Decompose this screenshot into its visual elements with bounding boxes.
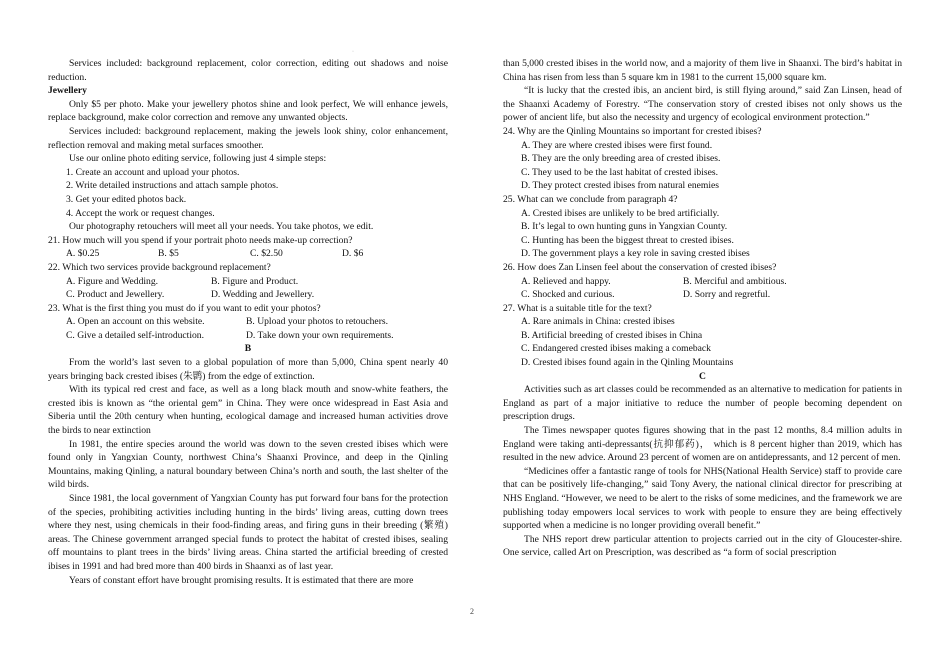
paragraph: Services included: background replacement, making the jewels look shiny, color enhancement, reflection removal and making metal surfaces smoother. bbox=[48, 125, 448, 151]
option: D. Take down your own requirements. bbox=[246, 329, 394, 341]
paragraph: In 1981, the entire species around the world was down to the seven crested ibises which were found only in Yangxian County, northwest China’s Shaanxi Province, and deep in the Qinling Mountains, making Qinling, a natural boundary between China’s north and south, the last shelter of the wild birds. bbox=[48, 438, 448, 491]
option: C. Product and Jewellery. bbox=[66, 289, 165, 301]
option: B. Upload your photos to retouchers. bbox=[246, 316, 389, 328]
question-21-options bbox=[48, 247, 448, 261]
question-23: 23. What is the first thing you must do if you want to edit your photos? bbox=[48, 302, 321, 314]
option: C. Endangered crested ibises making a comeback bbox=[521, 343, 711, 355]
step-item: 4. Accept the work or request changes. bbox=[66, 207, 215, 219]
paragraph: Activities such as art classes could be recommended as an alternative to medication for patients in England as part of a major initiative to reduce the number of people becoming dependent on prescription drugs. bbox=[503, 384, 902, 423]
option: C. $2.50 bbox=[250, 248, 283, 260]
paragraph: Years of constant effort have brought promising results. It is estimated that there are more bbox=[69, 574, 414, 586]
question-22-options bbox=[48, 288, 448, 302]
option: A. Crested ibises are unlikely to be bred artificially. bbox=[521, 207, 720, 219]
paragraph: With its typical red crest and face, as well as a long black mouth and snow-white feathers, the crested ibis is known as “the oriental gem” in China. They were once widespread in East Asia and Siberia until the 20th century when hunting, ecological damage and increased human activities drove the birds to near extinction bbox=[48, 384, 448, 437]
question-24: 24. Why are the Qinling Mountains so important for crested ibises? bbox=[503, 125, 762, 137]
option: B. They are the only breeding area of crested ibises. bbox=[521, 153, 721, 165]
question-26: 26. How does Zan Linsen feel about the conservation of crested ibises? bbox=[503, 261, 777, 273]
option: A. Relieved and happy. bbox=[521, 275, 611, 287]
option: A. Open an account on this website. bbox=[66, 316, 205, 328]
section-b-heading: B bbox=[244, 343, 252, 355]
option: B. It’s legal to own hunting guns in Yangxian County. bbox=[521, 221, 728, 233]
page-number: 2 bbox=[470, 607, 474, 616]
option: A. Rare animals in China: crested ibises bbox=[521, 316, 675, 328]
question-22: 22. Which two services provide background replacement? bbox=[48, 261, 271, 273]
question-26-options bbox=[503, 275, 902, 289]
paragraph: The Times newspaper quotes figures showing that in the past 12 months, 8.4 million adults in England were taking anti-depressants(抗抑郁药)， which is 8 percent higher than 2019, which has resulted in the new advice. Around 23 percent of women are on antidepressants, and 12 percent of men. bbox=[503, 425, 902, 464]
option: A. Figure and Wedding. bbox=[66, 275, 159, 287]
option: D. They protect crested ibises from natural enemies bbox=[521, 180, 720, 192]
step-item: 1. Create an account and upload your photos. bbox=[66, 166, 240, 178]
option: B. Merciful and ambitious. bbox=[683, 275, 787, 287]
question-22-options bbox=[48, 275, 448, 289]
section-c-heading: C bbox=[699, 370, 706, 382]
step-item: 2. Write detailed instructions and attach sample photos. bbox=[66, 180, 279, 192]
paragraph: “It is lucky that the crested ibis, an ancient bird, is still flying around,” said Zan Linsen, head of the Shaanxi Academy of Forestry. “The conservation story of crested ibises not only shows us the power of ancient life, but also the necessity and urgency of ecological environment protection.” bbox=[503, 85, 902, 124]
option: C. They used to be the last habitat of crested ibises. bbox=[521, 166, 718, 178]
question-23-options bbox=[48, 315, 448, 329]
option: A. $0.25 bbox=[66, 248, 100, 260]
option: D. Sorry and regretful. bbox=[683, 289, 771, 301]
option: D. $6 bbox=[342, 248, 364, 260]
paragraph: Since 1981, the local government of Yangxian County has put forward four bans for the protection of the species, prohibiting activities including hunting in the birds’ living areas, cutting down trees where they nest, using chemicals in their food-finding areas, and firing guns in their breeding (繁殖) areas. The Chinese government arranged special funds to protect the habitat of crested ibises, sealing off mountains to plant trees in the birds’ living areas. China started the artificial breeding of crested ibises in 1991 and had bred more than 400 birds in Shaanxi as of last year. bbox=[48, 493, 448, 572]
left-column bbox=[48, 57, 448, 587]
paragraph: Services included: background replacement, color correction, editing out shadows and noise reduction. bbox=[48, 58, 448, 83]
option: A. They are where crested ibises were first found. bbox=[521, 139, 713, 151]
option: D. The government plays a key role in saving crested ibises bbox=[521, 248, 750, 260]
question-25: 25. What can we conclude from paragraph 4? bbox=[503, 193, 678, 205]
option: C. Give a detailed self-introduction. bbox=[66, 329, 205, 341]
option: C. Hunting has been the biggest threat to crested ibises. bbox=[521, 234, 734, 246]
right-column bbox=[503, 57, 902, 560]
option: B. Figure and Product. bbox=[211, 275, 299, 287]
question-21: 21. How much will you spend if your portrait photo needs make-up correction? bbox=[48, 234, 353, 246]
paragraph: “Medicines offer a fantastic range of tools for NHS(National Health Service) staff to provide care that can be positively life-changing,” said Tony Avery, the national clinical director for prescribing at NHS England. “However, we need to be alert to the risks of some medicines, and the framework we are publishing today empowers local services to work with people to ensure they are being effectively supported when a medicine is no longer providing overall benefit.” bbox=[503, 465, 902, 532]
paragraph: than 5,000 crested ibises in the world now, and a majority of them live in Shaanxi. The bird’s habitat in China has risen from less than 5 square km in 1981 to the current 15,000 square km. bbox=[503, 58, 902, 83]
question-23-options bbox=[48, 329, 448, 343]
option: D. Crested ibises found again in the Qinling Mountains bbox=[521, 357, 734, 369]
option: B. Artificial breeding of crested ibises in China bbox=[521, 329, 703, 341]
jewellery-heading: Jewellery bbox=[48, 85, 87, 97]
option: C. Shocked and curious. bbox=[521, 289, 615, 301]
option: B. $5 bbox=[158, 248, 179, 260]
paragraph: Use our online photo editing service, following just 4 simple steps: bbox=[69, 153, 327, 165]
option: D. Wedding and Jewellery. bbox=[211, 289, 315, 301]
paragraph: From the world’s last seven to a global population of more than 5,000, China spent nearly 40 years bringing back crested ibises (朱鹮) from the edge of extinction. bbox=[48, 357, 448, 382]
paragraph: Our photography retouchers will meet all your needs. You take photos, we edit. bbox=[69, 221, 374, 233]
question-26-options bbox=[503, 288, 902, 302]
question-27: 27. What is a suitable title for the text? bbox=[503, 302, 652, 314]
step-item: 3. Get your edited photos back. bbox=[66, 193, 187, 205]
paragraph: The NHS report drew particular attention to projects carried out in the city of Gloucester-shire. One service, called Art on Prescription, was described as “a form of social prescription bbox=[503, 533, 902, 559]
paragraph: Only $5 per photo. Make your jewellery photos shine and look perfect, We will enhance jewels, replace background, make color correction and remove any unwanted objects. bbox=[48, 98, 448, 124]
top-mark: · bbox=[352, 49, 354, 55]
